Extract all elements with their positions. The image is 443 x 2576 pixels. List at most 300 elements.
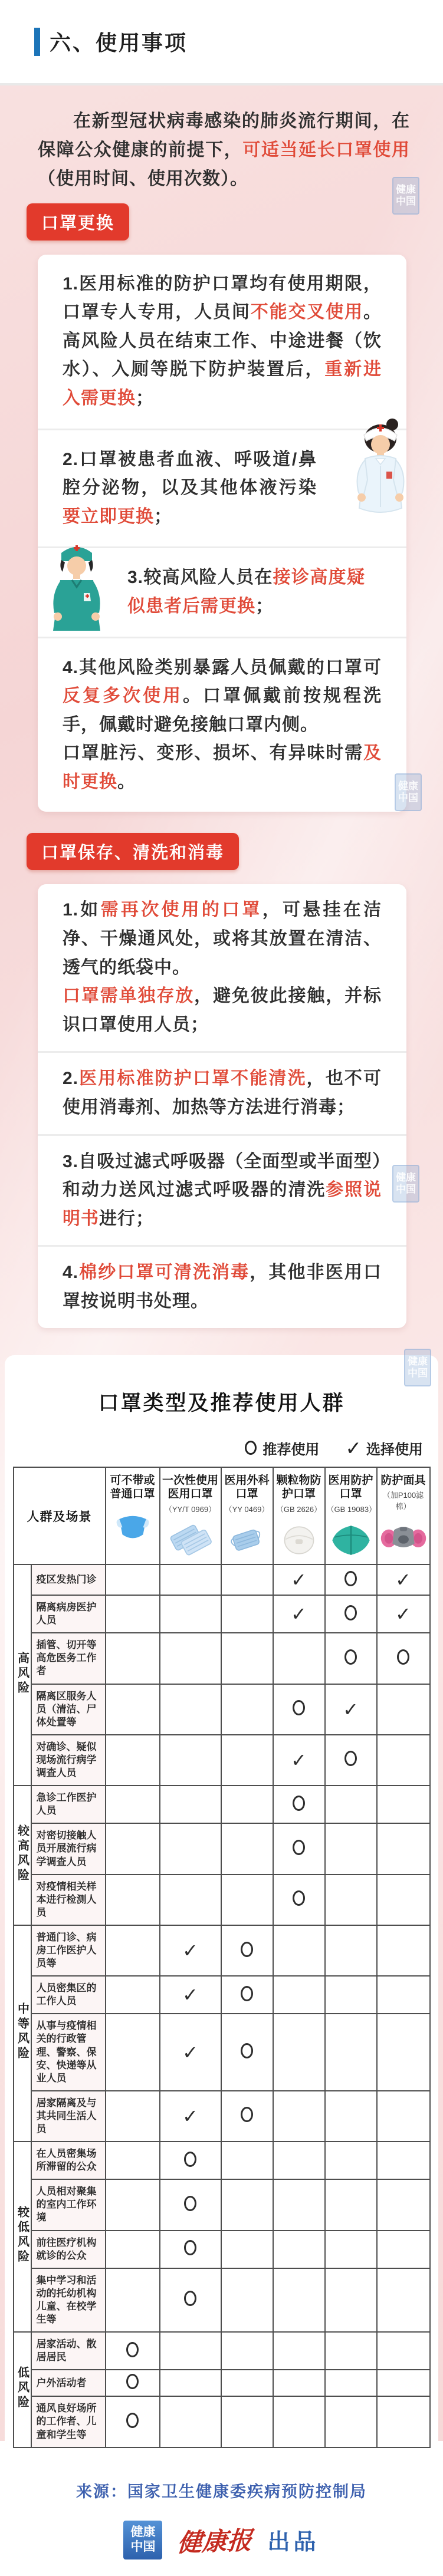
item-text — [63, 1259, 382, 1316]
row-label: 隔离病房医护人员 — [31, 1595, 106, 1633]
mark-empty — [221, 2332, 273, 2370]
intro-paragraph — [38, 107, 410, 194]
surgical-mask-icon-wrap — [223, 1521, 271, 1559]
highlight-text: 及时更换 — [63, 743, 382, 792]
circle-icon — [184, 2152, 196, 2167]
mask-name: 医用防护口罩 — [328, 1474, 373, 1501]
column-header-disposable-mask — [160, 1467, 221, 1565]
table-title: 口罩类型及推荐使用人群 — [98, 1391, 345, 1415]
mark-circle — [106, 2332, 160, 2370]
item-text — [63, 270, 382, 413]
mark-empty — [106, 1823, 160, 1874]
mark-empty — [106, 2268, 160, 2332]
mask-recommendation-table — [13, 1467, 431, 2448]
row-label: 插管、切开等高危医务工作者 — [31, 1633, 106, 1684]
check-icon: ✓ — [182, 2105, 198, 2127]
card-item — [38, 637, 406, 812]
health-china-logo-line2: 中国 — [130, 2539, 156, 2554]
mark-empty — [160, 1735, 221, 1786]
mark-empty — [273, 2091, 325, 2142]
mark-empty — [221, 1823, 273, 1874]
mark-empty — [273, 2179, 325, 2230]
risk-group-label — [14, 1925, 31, 2142]
item-text — [127, 564, 365, 621]
text-run: ； — [136, 388, 154, 408]
produced-by-label: 出品 — [267, 2530, 320, 2555]
column-header-surgical-mask — [221, 1467, 273, 1565]
mark-empty — [221, 2179, 273, 2230]
mark-empty — [377, 2014, 430, 2090]
text-run: ，避免彼此接触，并标识口罩使用人员； — [63, 986, 382, 1035]
highlight-text: 医用标准防护口罩不能清洗 — [78, 1069, 307, 1089]
disposable-mask-icon — [168, 1523, 214, 1557]
row-label: 普通门诊、病房工作医护人员等 — [31, 1925, 106, 1976]
text-run: 口罩脏污、变形、损坏、有异味时需 — [63, 743, 363, 763]
mark-empty — [325, 1976, 377, 2014]
mask-name: 可不带或普通口罩 — [110, 1474, 155, 1501]
watermark-stamp: 健康中国 — [392, 1165, 419, 1203]
highlight-text: 参照说明书 — [63, 1180, 382, 1228]
mark-empty — [221, 2142, 273, 2179]
watermark-stamp: 健康中国 — [392, 177, 419, 215]
nurse-illustration — [344, 415, 416, 552]
mark-empty — [273, 1976, 325, 2014]
section-mask-replacement — [0, 194, 443, 812]
mark-empty — [160, 2370, 221, 2396]
mark-empty — [221, 1595, 273, 1633]
respirator-icon — [380, 1520, 427, 1554]
title-bar — [0, 0, 443, 85]
mark-empty — [325, 2179, 377, 2230]
mark-empty — [221, 1875, 273, 1925]
circle-icon — [293, 1890, 305, 1906]
check-icon: ✓ — [395, 1569, 411, 1591]
table-row — [14, 1925, 430, 1976]
item-text — [63, 1065, 382, 1122]
mark-empty — [106, 1786, 160, 1823]
mark-check — [273, 1735, 325, 1786]
footer-logos — [5, 2521, 438, 2559]
mark-empty — [221, 2268, 273, 2332]
risk-text: 较低风险 — [15, 2206, 29, 2265]
text-run: ，可悬挂在洁净、干燥通风处，或将其放置在清洁、透气的纸袋中。 — [63, 900, 382, 977]
mask-table-card — [5, 1355, 438, 2576]
text-run: ； — [154, 506, 172, 526]
mark-empty — [325, 2268, 377, 2332]
row-label: 通风良好场所的工作者、儿童和学生等 — [31, 2396, 106, 2447]
mark-empty — [106, 1925, 160, 1976]
medical-protective-mask-icon — [329, 1523, 373, 1557]
mark-empty — [273, 2142, 325, 2179]
circle-icon — [241, 1942, 253, 1957]
mark-circle — [160, 2268, 221, 2332]
table-row — [14, 1823, 430, 1874]
column-header-particulate-mask — [273, 1467, 325, 1565]
card-item — [38, 1134, 406, 1246]
mark-empty — [325, 2231, 377, 2268]
mark-empty — [106, 1684, 160, 1735]
mark-empty — [160, 2332, 221, 2370]
page-title: 六、使用事项 — [50, 31, 188, 55]
text-run: 2.口罩被患者血液、呼吸道/鼻腔分泌物，以及其他体液污染 — [63, 449, 317, 498]
table-row — [14, 1564, 430, 1595]
highlight-text: 反复多次使用 — [63, 686, 183, 706]
mark-circle — [273, 1786, 325, 1823]
table-row — [14, 1976, 430, 2014]
mark-circle — [325, 1595, 377, 1633]
check-icon: ✓ — [182, 1940, 198, 1962]
doctor-illustration-wrap — [44, 539, 110, 648]
text-run: 进行； — [99, 1208, 154, 1228]
mark-check — [325, 1684, 377, 1735]
row-label: 在人员密集场所滞留的公众 — [31, 2142, 106, 2179]
table-row — [14, 2268, 430, 2332]
mark-check — [160, 1976, 221, 2014]
highlight-text: 需再次使用的口罩 — [100, 900, 262, 920]
table-row — [14, 2091, 430, 2142]
row-label: 户外活动者 — [31, 2370, 106, 2396]
row-label: 对疫情相关样本进行检测人员 — [31, 1875, 106, 1925]
card-item — [38, 884, 406, 1051]
mark-empty — [106, 1595, 160, 1633]
mark-circle — [273, 1684, 325, 1735]
text-run: 3.较高风险人员在 — [127, 568, 273, 588]
mark-empty — [273, 2396, 325, 2447]
mark-empty — [325, 1875, 377, 1925]
column-header-respirator — [377, 1467, 430, 1565]
circle-icon — [344, 1751, 357, 1766]
risk-text: 中等风险 — [15, 2002, 29, 2061]
mask-standard: （加P100滤棉） — [382, 1491, 424, 1511]
risk-group-label — [14, 1564, 31, 1786]
mask-name: 防护面具 — [380, 1474, 426, 1487]
medical-protective-mask-icon-wrap — [327, 1521, 375, 1559]
mark-circle — [160, 2179, 221, 2230]
mark-empty — [325, 2091, 377, 2142]
row-label: 居家活动、散居居民 — [31, 2332, 106, 2370]
row-label: 疫区发热门诊 — [31, 1564, 106, 1595]
mark-empty — [377, 1823, 430, 1874]
mark-empty — [106, 2014, 160, 2090]
mask-standard: （YY 0469） — [224, 1505, 270, 1514]
mark-empty — [106, 1564, 160, 1595]
table-row — [14, 2179, 430, 2230]
watermark-stamp: 健康中国 — [395, 773, 422, 811]
row-label: 居家隔离及与其共同生活人员 — [31, 2091, 106, 2142]
card-item — [38, 1245, 406, 1327]
legend-item-circle — [245, 1438, 319, 1458]
card-mask-storage — [38, 884, 406, 1327]
mark-empty — [273, 2332, 325, 2370]
circle-icon — [344, 1649, 357, 1665]
mask-name: 颗粒物防护口罩 — [276, 1474, 321, 1501]
card-item — [38, 429, 406, 547]
mark-empty — [377, 2142, 430, 2179]
text-run: 。 — [117, 772, 136, 792]
mark-check — [160, 1925, 221, 1976]
mark-empty — [160, 2396, 221, 2447]
health-china-logo-line1: 健康 — [130, 2525, 156, 2539]
mask-name: 医用外科口罩 — [224, 1474, 270, 1501]
mark-empty — [106, 2179, 160, 2230]
card-mask-replacement — [38, 255, 406, 812]
circle-icon — [344, 1605, 357, 1620]
mark-empty — [273, 2370, 325, 2396]
circle-icon — [293, 1700, 305, 1715]
mark-circle — [221, 2014, 273, 2090]
highlight-text: 要立即更换 — [63, 506, 154, 526]
mark-circle — [221, 2091, 273, 2142]
cloth-mask-icon — [112, 1511, 153, 1544]
mark-empty — [377, 2179, 430, 2230]
mark-empty — [221, 1633, 273, 1684]
check-icon: ✓ — [182, 2041, 198, 2063]
section-mask-storage — [0, 812, 443, 1327]
mark-empty — [377, 2091, 430, 2142]
mark-empty — [325, 2142, 377, 2179]
mark-empty — [325, 2014, 377, 2090]
risk-text: 高风险 — [15, 1651, 29, 1696]
highlight-text: 重新进入需更换 — [63, 360, 382, 408]
mark-empty — [325, 2396, 377, 2447]
mark-empty — [160, 1564, 221, 1595]
text-run: 2. — [63, 1069, 79, 1089]
title-accent-bar — [34, 28, 40, 56]
circle-icon — [126, 2413, 139, 2428]
text-run: 3.自吸过滤式呼吸器（全面型或半面型）和动力送风过滤式呼吸器的清洗 — [63, 1151, 382, 1200]
row-label: 对确诊、疑似现场流行病学调查人员 — [31, 1735, 106, 1786]
check-icon: ✓ — [343, 1698, 359, 1720]
card-item — [38, 255, 406, 429]
mark-circle — [325, 1735, 377, 1786]
item-text — [63, 896, 382, 1039]
circle-icon — [245, 1441, 257, 1455]
mark-empty — [377, 2332, 430, 2370]
mark-empty — [377, 1875, 430, 1925]
risk-text: 较高风险 — [15, 1824, 29, 1883]
mark-circle — [106, 2396, 160, 2447]
row-label: 前往医疗机构就诊的公众 — [31, 2231, 106, 2268]
circle-icon — [184, 2196, 196, 2211]
mark-empty — [106, 1735, 160, 1786]
text-run: ，也不可使用消毒剂、加热等方法进行消毒； — [63, 1069, 382, 1118]
table-row — [14, 1735, 430, 1786]
table-row — [14, 1875, 430, 1925]
mark-empty — [221, 1786, 273, 1823]
check-icon: ✓ — [395, 1603, 411, 1625]
text-run: 。高风险人员在结束工作、中途进餐（饮水）、入厕等脱下防护装置后， — [63, 302, 382, 380]
risk-text: 低风险 — [15, 2366, 29, 2410]
text-run: 。口罩佩戴前按规程洗手，佩戴时避免接触口罩内侧。 — [63, 686, 382, 734]
mark-check — [160, 2014, 221, 2090]
text-run: （使用时间、使用次数）。 — [38, 169, 248, 189]
mark-check — [273, 1564, 325, 1595]
mark-check — [273, 1595, 325, 1633]
disposable-mask-icon-wrap — [162, 1521, 219, 1559]
mark-circle — [221, 1925, 273, 1976]
circle-icon — [126, 2342, 139, 2357]
mark-empty — [160, 1786, 221, 1823]
mark-circle — [325, 1633, 377, 1684]
mark-empty — [273, 2268, 325, 2332]
mark-empty — [325, 1925, 377, 1976]
mark-empty — [377, 1976, 430, 2014]
mark-check — [377, 1595, 430, 1633]
mark-empty — [106, 1875, 160, 1925]
check-icon: ✓ — [291, 1569, 307, 1591]
mark-empty — [273, 2231, 325, 2268]
table-row — [14, 1633, 430, 1684]
mark-empty — [221, 1735, 273, 1786]
mark-empty — [221, 2231, 273, 2268]
mark-empty — [160, 1684, 221, 1735]
nurse-illustration-wrap — [344, 415, 416, 552]
risk-group-label — [14, 2142, 31, 2332]
row-label: 从事与疫情相关的行政管理、警察、保安、快递等从业人员 — [31, 2014, 106, 2090]
mark-circle — [160, 2142, 221, 2179]
highlight-text: 不能交叉使用 — [250, 302, 363, 322]
mark-circle — [273, 1823, 325, 1874]
row-label: 人员密集区的工作人员 — [31, 1976, 106, 2014]
mark-circle — [106, 2370, 160, 2396]
table-row — [14, 2014, 430, 2090]
circle-icon — [241, 2107, 253, 2122]
mark-empty — [377, 1786, 430, 1823]
circle-icon — [344, 1571, 357, 1586]
surgical-mask-icon — [227, 1524, 267, 1556]
table-row — [14, 1786, 430, 1823]
mark-empty — [273, 1925, 325, 1976]
mask-standard: （GB 19083） — [326, 1505, 377, 1514]
card-item — [38, 1051, 406, 1134]
risk-group-label — [14, 2332, 31, 2447]
table-row — [14, 1595, 430, 1633]
mask-standard: （GB 2626） — [275, 1505, 322, 1514]
circle-icon — [293, 1840, 305, 1855]
check-icon: ✓ — [291, 1603, 307, 1625]
mark-circle — [377, 1633, 430, 1684]
circle-icon — [184, 2240, 196, 2255]
highlight-text: 口罩需单独存放 — [63, 986, 195, 1006]
mark-circle — [273, 1875, 325, 1925]
text-run: 4. — [63, 1263, 79, 1283]
check-icon: ✓ — [182, 1984, 198, 2006]
table-row — [14, 2231, 430, 2268]
highlight-text: 可适当延长口罩使用 — [242, 140, 411, 160]
item-text — [63, 654, 382, 797]
health-china-logo — [123, 2521, 162, 2559]
doctor-illustration — [44, 539, 110, 648]
mark-empty — [273, 1633, 325, 1684]
row-label: 隔离区服务人员（清洁、尸体处置等 — [31, 1684, 106, 1735]
mark-empty — [106, 1633, 160, 1684]
mark-empty — [106, 2231, 160, 2268]
text-run: 1.医用标准的防护口罩均有使用期限，口罩专人专用，人员间 — [63, 274, 382, 322]
mark-empty — [221, 2370, 273, 2396]
circle-icon — [293, 1796, 305, 1811]
mark-empty — [377, 1735, 430, 1786]
mark-empty — [160, 1633, 221, 1684]
table-legend — [5, 1437, 423, 1460]
cloth-mask-icon-wrap — [107, 1508, 158, 1546]
mark-empty — [325, 1823, 377, 1874]
health-daily-logo: 健康报 — [176, 2525, 254, 2557]
respirator-icon-wrap — [379, 1518, 428, 1556]
table-row — [14, 1684, 430, 1735]
row-label: 急诊工作医护人员 — [31, 1786, 106, 1823]
check-icon: ✓ — [345, 1437, 362, 1459]
mask-standard: （YY/T 0969） — [164, 1505, 216, 1514]
mark-empty — [377, 2396, 430, 2447]
row-label: 人员相对聚集的室内工作环境 — [31, 2179, 106, 2230]
mark-empty — [160, 1875, 221, 1925]
risk-group-label — [14, 1786, 31, 1925]
circle-icon — [126, 2374, 139, 2389]
particulate-mask-icon-wrap — [275, 1521, 323, 1559]
mark-check — [377, 1564, 430, 1595]
legend-label: 推荐使用 — [262, 1441, 320, 1458]
mark-empty — [106, 2142, 160, 2179]
table-row — [14, 2370, 430, 2396]
row-label: 集中学习和活动的托幼机构儿童、在校学生等 — [31, 2268, 106, 2332]
mark-empty — [273, 2014, 325, 2090]
mark-empty — [325, 1786, 377, 1823]
mark-empty — [325, 2370, 377, 2396]
mark-circle — [221, 1976, 273, 2014]
mark-empty — [377, 1684, 430, 1735]
legend-item-check — [345, 1437, 423, 1460]
mark-circle — [160, 2231, 221, 2268]
text-run: 1.如 — [63, 900, 101, 920]
particulate-mask-icon — [278, 1523, 320, 1557]
source-line: 来源：国家卫生健康委疾病预防控制局 — [76, 2482, 367, 2501]
mark-empty — [377, 1925, 430, 1976]
watermark-stamp: 健康中国 — [404, 1349, 431, 1386]
mark-circle — [325, 1564, 377, 1595]
card-item — [38, 546, 406, 636]
corner-header: 人群及场景 — [14, 1467, 106, 1565]
check-icon: ✓ — [291, 1749, 307, 1771]
circle-icon — [241, 2043, 253, 2058]
mark-empty — [106, 2091, 160, 2142]
mark-empty — [325, 2332, 377, 2370]
circle-icon — [241, 1986, 253, 2001]
mark-check — [160, 2091, 221, 2142]
item-text — [63, 1148, 382, 1234]
circle-icon — [184, 2291, 196, 2306]
table-row — [14, 2396, 430, 2447]
circle-icon — [397, 1649, 409, 1665]
mark-empty — [160, 1823, 221, 1874]
text-run: 在新型冠状病毒感染的肺炎流行期间，在保障公众健康的前提下， — [38, 111, 410, 160]
section-badge-mask-storage: 口罩保存、清洗和消毒 — [27, 833, 239, 870]
highlight-text: 接诊高度疑似患者后需更换 — [127, 568, 365, 616]
mark-empty — [160, 1595, 221, 1633]
mark-empty — [221, 1564, 273, 1595]
mask-name: 一次性使用医用口罩 — [162, 1474, 218, 1501]
table-row — [14, 2332, 430, 2370]
mark-empty — [377, 2231, 430, 2268]
mark-empty — [377, 2370, 430, 2396]
highlight-text: 棉纱口罩可清洗消毒 — [78, 1263, 250, 1283]
item-text — [63, 446, 317, 532]
mark-empty — [221, 1684, 273, 1735]
text-run: ，其他非医用口罩按说明书处理。 — [63, 1263, 382, 1311]
mark-empty — [221, 2396, 273, 2447]
table-row — [14, 2142, 430, 2179]
mark-empty — [106, 1976, 160, 2014]
section-badge-mask-replacement: 口罩更换 — [27, 203, 129, 241]
